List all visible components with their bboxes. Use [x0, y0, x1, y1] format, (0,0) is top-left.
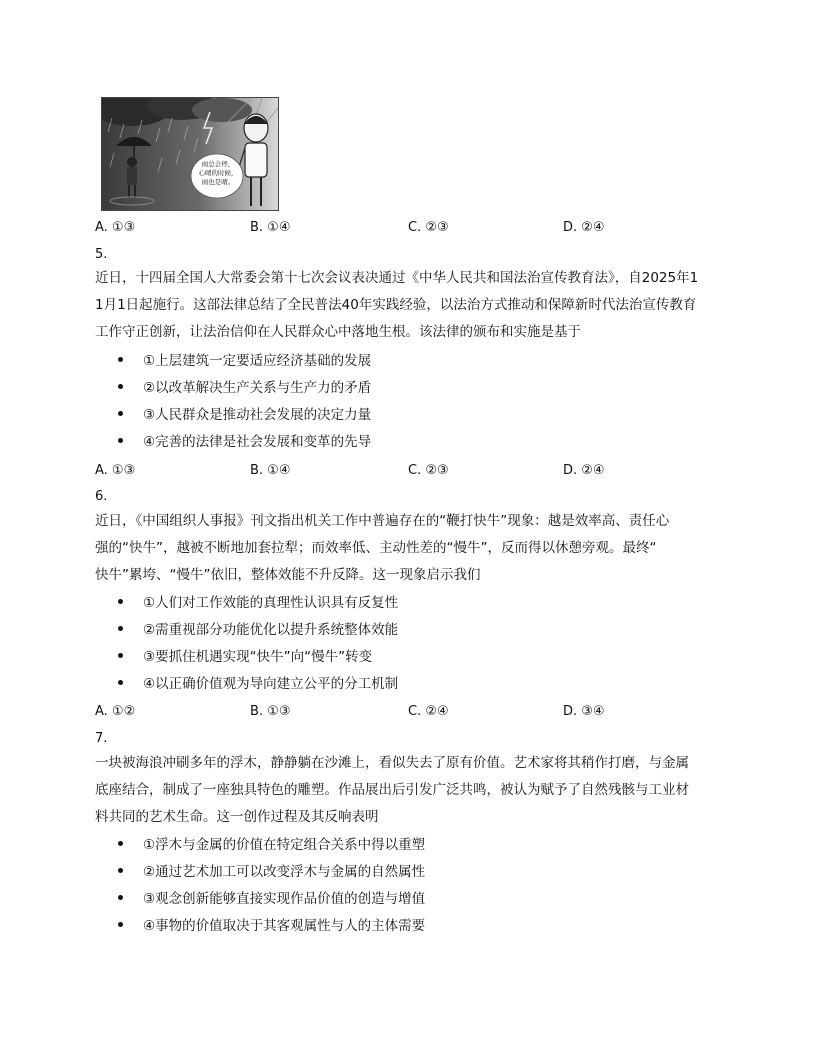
q6-option-a[interactable]: A. ①②: [95, 704, 136, 719]
q4-option-c[interactable]: C. ②③: [408, 220, 449, 235]
q5-stem-line: 1月1日起施行。这部法律总结了全民普法40年实践经验，以法治方式推动和保障新时代法治宣传教育: [95, 297, 697, 313]
q7-item-2: [118, 862, 425, 882]
q7-item-text: ③观念创新能够直接实现作品价值的创造与增值: [143, 891, 426, 907]
q7-stem-line: 料共同的艺术生命。这一创作过程及其反响表明: [95, 809, 379, 825]
q6-item-text: ③要抓住机遇实现“快牛”向“慢牛”转变: [143, 649, 373, 665]
bullet-icon: [118, 384, 123, 389]
q5-item-text: ③人民群众是推动社会发展的决定力量: [143, 407, 372, 423]
q6-item-text: ①人们对工作效能的真理性认识具有反复性: [143, 595, 399, 611]
bullet-icon: [118, 411, 123, 416]
q5-item-2: [118, 378, 371, 398]
q5-stem-line: 工作守正创新，让法治信仰在人民群众心中落地生根。该法律的颁布和实施是基于: [95, 324, 581, 340]
q4-option-d[interactable]: D. ②④: [563, 220, 605, 235]
q4-options: [95, 218, 725, 238]
q6-stem-line: 近日，《中国组织人事报》刊文指出机关工作中普遍存在的“鞭打快牛”现象：越是效率高、责任心: [95, 513, 670, 529]
bullet-icon: [118, 841, 123, 846]
q6-item-4: [118, 674, 398, 694]
q4-option-a[interactable]: A. ①③: [95, 220, 136, 235]
bullet-icon: [118, 357, 123, 362]
q6-item-text: ②需重视部分功能优化以提升系统整体效能: [143, 622, 399, 638]
q6-item-1: [118, 593, 398, 613]
q5-option-a[interactable]: A. ①③: [95, 463, 136, 478]
q5-options: [95, 461, 725, 481]
bullet-icon: [118, 895, 123, 900]
q7-stem-line: 底座结合，制成了一座独具特色的雕塑。作品展出后引发广泛共鸣，被认为赋予了自然残骸与工业材: [95, 782, 689, 798]
cartoon-caption-line: 雨总会停，: [201, 160, 235, 168]
q5-option-c[interactable]: C. ②③: [408, 463, 449, 478]
bullet-icon: [118, 680, 123, 685]
q5-item-text: ④完善的法律是社会发展和变革的先导: [143, 434, 372, 450]
q7-item-text: ②通过艺术加工可以改变浮木与金属的自然属性: [143, 864, 426, 880]
q7-item-3: [118, 889, 425, 909]
q6-stem-line: 强的“快牛”，越被不断地加套拉犁；而效率低、主动性差的“慢牛”，反而得以休憩旁观。最终“: [95, 540, 657, 556]
q5-option-d[interactable]: D. ②④: [563, 463, 605, 478]
q6-stem-line: 快牛”累垮、“慢牛”依旧，整体效能不升反降。这一现象启示我们: [95, 567, 481, 583]
cartoon-caption-line: 雨也是晴。: [201, 178, 235, 186]
bullet-icon: [118, 653, 123, 658]
q6-number: 6.: [95, 489, 108, 504]
bullet-icon: [118, 626, 123, 631]
bullet-icon: [118, 922, 123, 927]
q5-number: 5.: [95, 247, 108, 262]
q5-item-text: ②以改革解决生产关系与生产力的矛盾: [143, 380, 372, 396]
q7-stem: [95, 750, 725, 831]
q5-stem-line: 近日，十四届全国人大常委会第十七次会议表决通过《中华人民共和国法治宣传教育法》，自2025年1: [95, 270, 699, 286]
q7-number: 7.: [95, 731, 108, 746]
q6-stem: [95, 508, 725, 589]
q6-item-2: [118, 620, 398, 640]
cartoon-drawing: [102, 98, 278, 210]
cartoon-illustration: [101, 97, 279, 211]
q7-item-text: ④事物的价值取决于其客观属性与人的主体需要: [143, 918, 426, 934]
q6-option-d[interactable]: D. ③④: [563, 704, 605, 719]
q7-item-4: [118, 916, 425, 936]
cartoon-caption-line: 心晴的时候，: [198, 169, 238, 177]
q5-stem: [95, 265, 725, 346]
bullet-icon: [118, 599, 123, 604]
q6-options: [95, 702, 725, 722]
q5-option-b[interactable]: B. ①④: [250, 463, 291, 478]
q7-item-text: ①浮木与金属的价值在特定组合关系中得以重塑: [143, 837, 426, 853]
q7-item-1: [118, 835, 425, 855]
bullet-icon: [118, 438, 123, 443]
q6-item-3: [118, 647, 372, 667]
q6-option-c[interactable]: C. ②④: [408, 704, 449, 719]
q7-stem-line: 一块被海浪冲刷多年的浮木，静静躺在沙滩上，看似失去了原有价值。艺术家将其稍作打磨，与金属: [95, 755, 689, 771]
q6-option-b[interactable]: B. ①③: [250, 704, 291, 719]
q4-option-b[interactable]: B. ①④: [250, 220, 291, 235]
q5-item-1: [118, 351, 371, 371]
bullet-icon: [118, 868, 123, 873]
q6-item-text: ④以正确价值观为导向建立公平的分工机制: [143, 676, 399, 692]
q5-item-4: [118, 432, 371, 452]
q5-item-text: ①上层建筑一定要适应经济基础的发展: [143, 353, 372, 369]
q5-item-3: [118, 405, 371, 425]
